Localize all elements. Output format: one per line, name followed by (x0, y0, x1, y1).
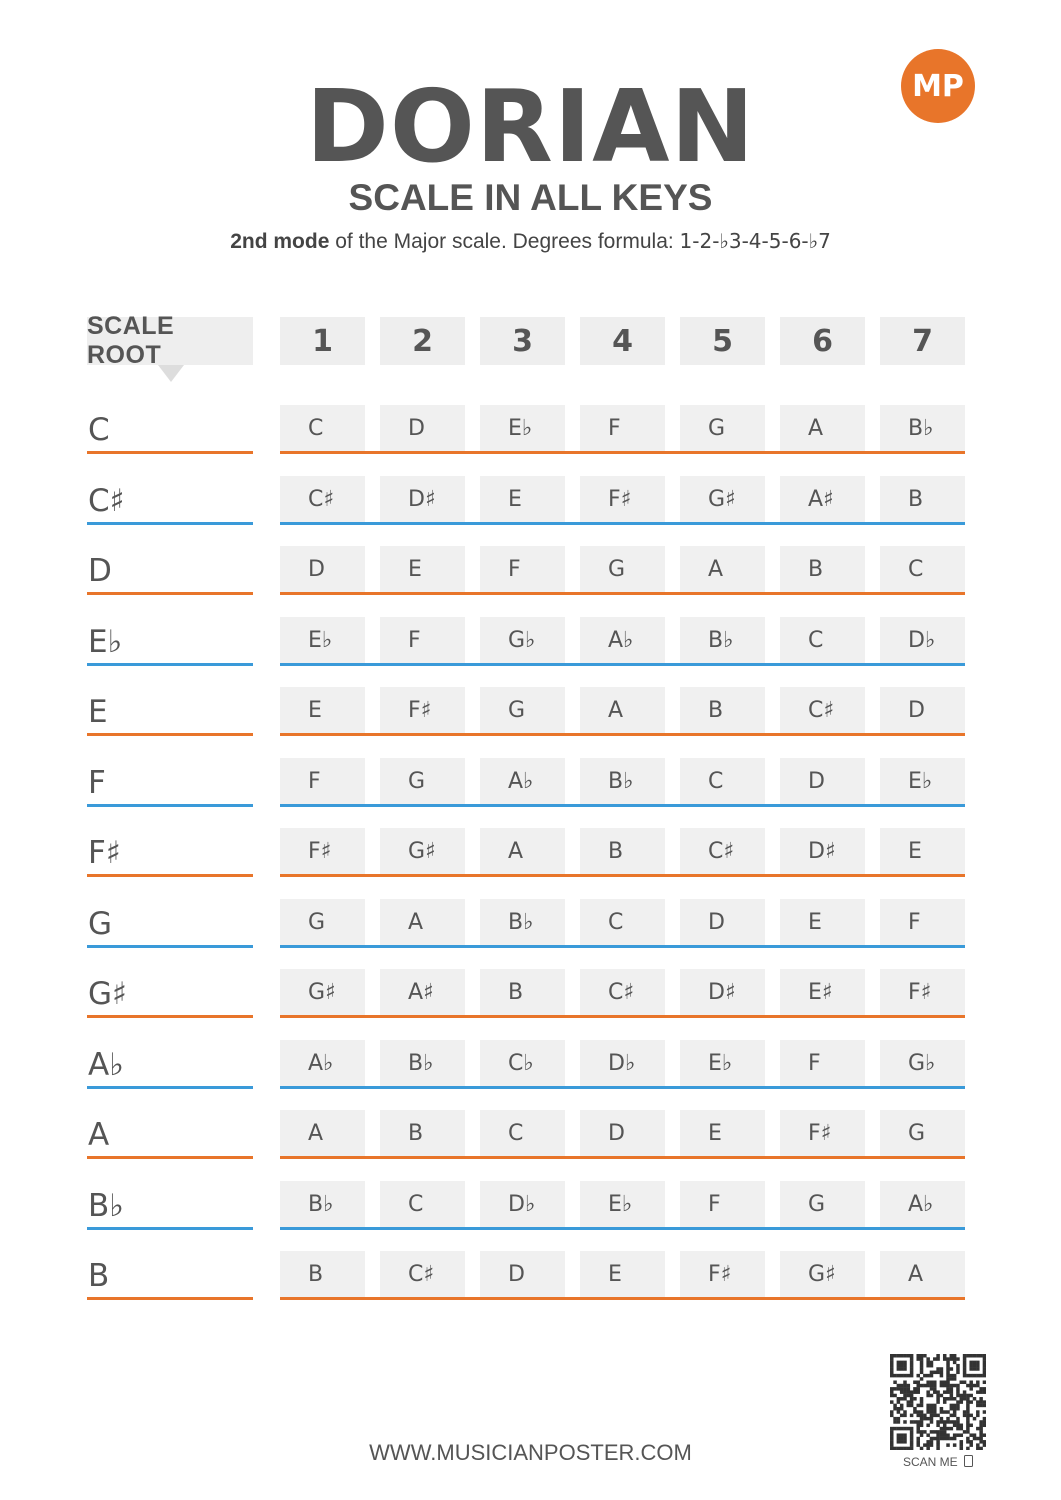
note-cell: A♭ (880, 1181, 965, 1228)
root-label: G (88, 906, 113, 942)
note-cell: G (480, 687, 565, 734)
page-subtitle: SCALE IN ALL KEYS (348, 177, 713, 218)
note-cell: E (780, 899, 865, 946)
note-cell: E♭ (280, 617, 365, 664)
note-cell: B (680, 687, 765, 734)
svg-text:MP: MP (912, 69, 964, 104)
note-cell: F (380, 617, 465, 664)
note-cell: A (480, 828, 565, 875)
note-cell: C (780, 617, 865, 664)
row-underline (280, 945, 965, 948)
note-cell: A (880, 1251, 965, 1298)
note-cell: E (680, 1110, 765, 1157)
note-cell: E♭ (580, 1181, 665, 1228)
root-underline (87, 1086, 253, 1089)
degree-header: 4 (580, 317, 665, 365)
note-cell: D♭ (480, 1181, 565, 1228)
note-cell: D (680, 899, 765, 946)
note-cell: B (580, 828, 665, 875)
root-label: E (88, 694, 108, 730)
root-underline (87, 804, 253, 807)
note-cell: D (880, 687, 965, 734)
root-underline (87, 733, 253, 736)
note-cell: A (580, 687, 665, 734)
row-underline (280, 522, 965, 525)
note-cell: C (280, 405, 365, 452)
note-cell: F♯ (680, 1251, 765, 1298)
note-cell: B (780, 546, 865, 593)
note-cell: E♭ (680, 1040, 765, 1087)
note-cell: G (380, 758, 465, 805)
note-cell: G (280, 899, 365, 946)
note-cell: A (280, 1110, 365, 1157)
note-cell: E♯ (780, 969, 865, 1016)
note-cell: C (880, 546, 965, 593)
root-underline (87, 1297, 253, 1300)
note-cell: A (680, 546, 765, 593)
note-cell: D♯ (780, 828, 865, 875)
row-underline (280, 733, 965, 736)
root-label: A♭ (88, 1047, 124, 1083)
note-cell: F♯ (280, 828, 365, 875)
note-cell: D♯ (380, 476, 465, 523)
note-cell: C♭ (480, 1040, 565, 1087)
note-cell: A (780, 405, 865, 452)
degree-header: 1 (280, 317, 365, 365)
note-cell: C♯ (280, 476, 365, 523)
root-underline (87, 1156, 253, 1159)
note-cell: E (480, 476, 565, 523)
caret-down-icon (158, 365, 184, 382)
row-underline (280, 804, 965, 807)
root-label: A (88, 1117, 110, 1153)
root-underline (87, 1227, 253, 1230)
root-label: F (88, 765, 106, 801)
degree-header: 3 (480, 317, 565, 365)
note-cell: F (880, 899, 965, 946)
note-cell: B♭ (380, 1040, 465, 1087)
scale-root-header: SCALE ROOT (87, 317, 253, 365)
note-cell: E (380, 546, 465, 593)
root-label: E♭ (88, 624, 123, 660)
scan-me-text: SCAN ME (902, 1455, 958, 1469)
row-underline (280, 874, 965, 877)
note-cell: G (680, 405, 765, 452)
degree-header: 5 (680, 317, 765, 365)
page-title: DORIAN (305, 68, 756, 185)
note-cell: D (780, 758, 865, 805)
note-cell: B (280, 1251, 365, 1298)
note-cell: B (880, 476, 965, 523)
row-underline (280, 1227, 965, 1230)
note-cell: B♭ (580, 758, 665, 805)
row-underline (280, 1297, 965, 1300)
note-cell: A♯ (380, 969, 465, 1016)
note-cell: E♭ (880, 758, 965, 805)
row-underline (280, 663, 965, 666)
note-cell: E♭ (480, 405, 565, 452)
root-label: C♯ (88, 483, 125, 519)
note-cell: G (880, 1110, 965, 1157)
scale-description (0, 226, 1061, 257)
note-cell: G♯ (780, 1251, 865, 1298)
note-cell: A♭ (580, 617, 665, 664)
description-text: of the Major scale. Degrees formula: (329, 230, 680, 253)
note-cell: G (780, 1181, 865, 1228)
note-cell: E (280, 687, 365, 734)
note-cell: F (780, 1040, 865, 1087)
note-cell: D (480, 1251, 565, 1298)
note-cell: C♯ (680, 828, 765, 875)
root-underline (87, 663, 253, 666)
row-underline (280, 1156, 965, 1159)
note-cell: F♯ (580, 476, 665, 523)
note-cell: G (580, 546, 665, 593)
note-cell: C♯ (580, 969, 665, 1016)
degree-header: 6 (780, 317, 865, 365)
degrees-formula: 1-2-♭3-4-5-6-♭7 (679, 229, 831, 253)
note-cell: F (480, 546, 565, 593)
note-cell: A♭ (480, 758, 565, 805)
root-label: C (88, 412, 110, 448)
row-underline (280, 1015, 965, 1018)
root-underline (87, 451, 253, 454)
mode-label: 2nd mode (230, 230, 330, 253)
note-cell: C♯ (780, 687, 865, 734)
note-cell: D♯ (680, 969, 765, 1016)
note-cell: B♭ (880, 405, 965, 452)
root-underline (87, 592, 253, 595)
root-label: F♯ (88, 835, 121, 871)
note-cell: D (280, 546, 365, 593)
degree-header: 2 (380, 317, 465, 365)
root-label: B♭ (88, 1188, 124, 1224)
note-cell: F♯ (780, 1110, 865, 1157)
note-cell: A (380, 899, 465, 946)
note-cell: F (280, 758, 365, 805)
row-underline (280, 451, 965, 454)
note-cell: G♯ (680, 476, 765, 523)
row-underline (280, 592, 965, 595)
note-cell: F (580, 405, 665, 452)
root-label: D (88, 553, 112, 589)
note-cell: C♯ (380, 1251, 465, 1298)
note-cell: F♯ (380, 687, 465, 734)
note-cell: D♭ (580, 1040, 665, 1087)
note-cell: G♯ (380, 828, 465, 875)
root-underline (87, 522, 253, 525)
note-cell: C (380, 1181, 465, 1228)
note-cell: F♯ (880, 969, 965, 1016)
website-link[interactable]: WWW.MUSICIANPOSTER.COM (369, 1440, 692, 1465)
row-underline (280, 1086, 965, 1089)
note-cell: E (580, 1251, 665, 1298)
note-cell: B (380, 1110, 465, 1157)
root-label: G♯ (88, 976, 128, 1012)
note-cell: C (480, 1110, 565, 1157)
note-cell: C (580, 899, 665, 946)
note-cell: D (580, 1110, 665, 1157)
note-cell: G♭ (480, 617, 565, 664)
note-cell: B♭ (280, 1181, 365, 1228)
note-cell: B♭ (480, 899, 565, 946)
qr-code-icon (890, 1354, 986, 1450)
note-cell: D (380, 405, 465, 452)
note-cell: B♭ (680, 617, 765, 664)
root-underline (87, 945, 253, 948)
note-cell: A♯ (780, 476, 865, 523)
note-cell: G♭ (880, 1040, 965, 1087)
note-cell: F (680, 1181, 765, 1228)
note-cell: D♭ (880, 617, 965, 664)
note-cell: A♭ (280, 1040, 365, 1087)
root-underline (87, 874, 253, 877)
note-cell: B (480, 969, 565, 1016)
note-cell: C (680, 758, 765, 805)
degree-header: 7 (880, 317, 965, 365)
root-underline (87, 1015, 253, 1018)
note-cell: E (880, 828, 965, 875)
root-label: B (88, 1258, 110, 1294)
note-cell: G♯ (280, 969, 365, 1016)
